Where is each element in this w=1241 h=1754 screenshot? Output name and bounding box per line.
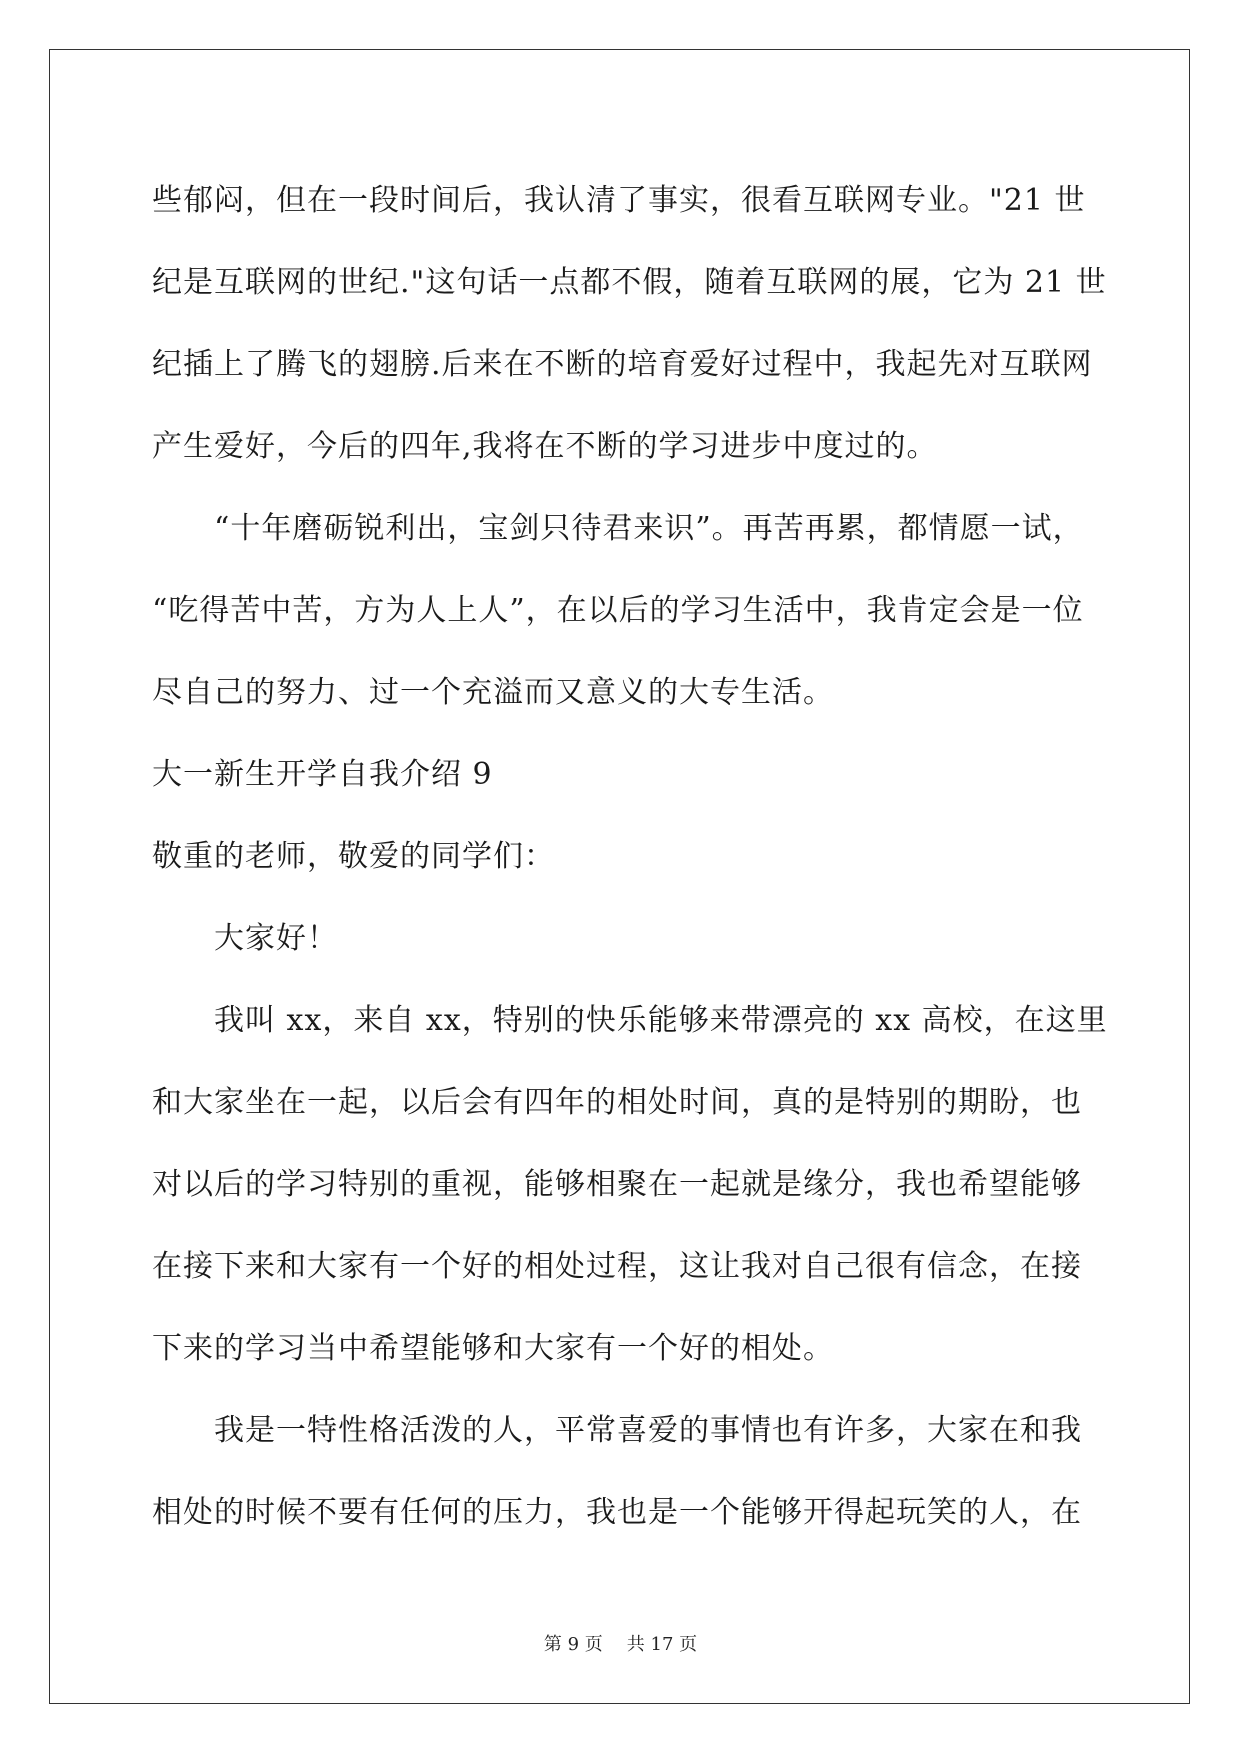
- greeting: 大家好！: [214, 921, 338, 956]
- page-number: 第 9 页: [543, 1634, 603, 1655]
- page-footer: [0, 1630, 1241, 1656]
- text-line: 纪是互联网的世纪."这句话一点都不假，随着互联网的展，它为 21 世: [152, 265, 1107, 300]
- text-line: 我叫 xx，来自 xx，特别的快乐能够来带漂亮的 xx 高校，在这里: [214, 1003, 1108, 1038]
- text-line: 纪插上了腾飞的翅膀.后来在不断的培育爱好过程中，我起先对互联网: [152, 347, 1093, 382]
- text-line: 产生爱好，今后的四年,我将在不断的学习进步中度过的。: [152, 429, 938, 464]
- text-line: 相处的时候不要有任何的压力，我也是一个能够开得起玩笑的人，在: [152, 1495, 1082, 1530]
- section-heading: 大一新生开学自我介绍 9: [152, 757, 493, 792]
- salutation: 敬重的老师，敬爱的同学们：: [152, 839, 555, 874]
- text-line: “吃得苦中苦，方为人上人”，在以后的学习生活中，我肯定会是一位: [152, 593, 1084, 628]
- text-line: 些郁闷，但在一段时间后，我认清了事实，很看互联网专业。"21 世: [152, 183, 1086, 218]
- text-line: 下来的学习当中希望能够和大家有一个好的相处。: [152, 1331, 834, 1366]
- document-body: [152, 160, 1108, 1554]
- text-line: 我是一特性格活泼的人，平常喜爱的事情也有许多，大家在和我: [214, 1413, 1082, 1448]
- text-line: 在接下来和大家有一个好的相处过程，这让我对自己很有信念，在接: [152, 1249, 1082, 1284]
- text-line: 尽自己的努力、过一个充溢而又意义的大专生活。: [152, 675, 834, 710]
- page-total: 共 17 页: [626, 1634, 698, 1655]
- text-line: 对以后的学习特别的重视，能够相聚在一起就是缘分，我也希望能够: [152, 1167, 1082, 1202]
- text-line: “十年磨砺锐利出，宝剑只待君来识”。再苦再累，都情愿一试，: [214, 511, 1084, 546]
- text-line: 和大家坐在一起，以后会有四年的相处时间，真的是特别的期盼，也: [152, 1085, 1082, 1120]
